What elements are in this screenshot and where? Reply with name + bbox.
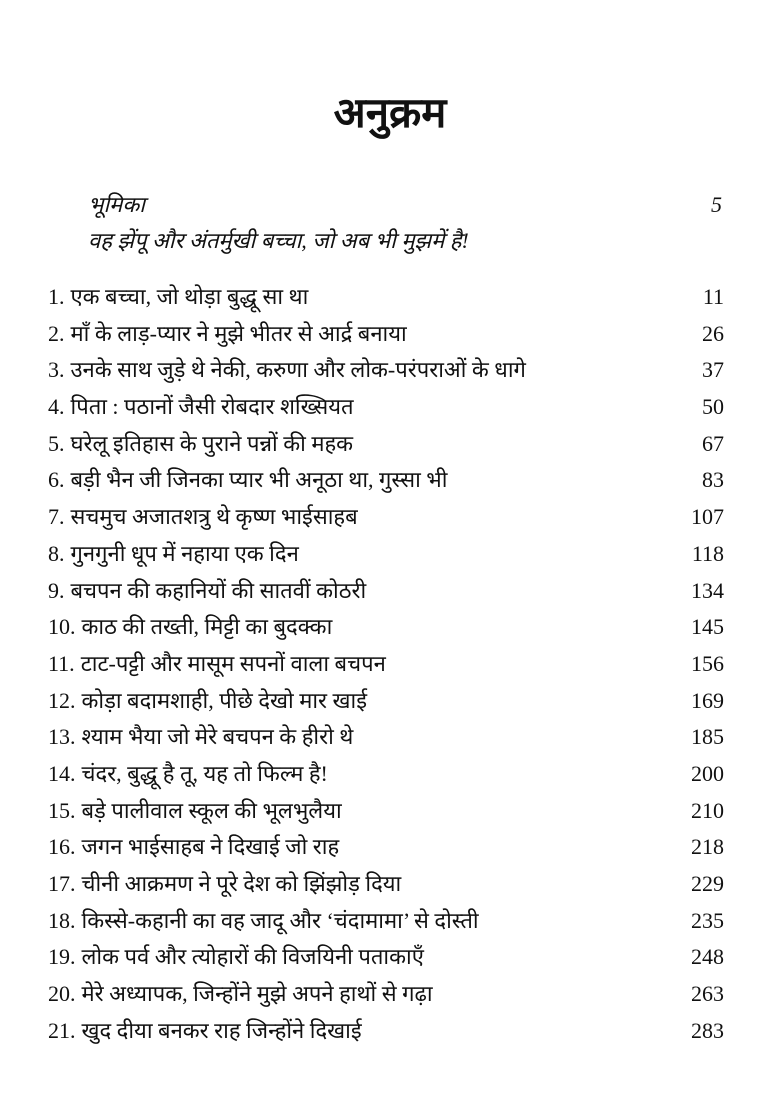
chapter-title: पिता : पठानों जैसी रोबदार शख्सियत (70, 394, 354, 420)
toc-entry-text (48, 941, 424, 973)
page-number: 118 (691, 540, 724, 566)
chapter-number: 4. (48, 394, 65, 420)
toc-entry-text (48, 721, 353, 753)
toc-entry[interactable] (48, 648, 724, 685)
chapter-title: काठ की तख्ती, मिट्टी का बुदक्का (81, 614, 333, 640)
chapter-number: 8. (48, 540, 65, 566)
toc-entry-text (48, 685, 367, 717)
page-number: 107 (691, 504, 724, 530)
page-number: 50 (702, 394, 724, 420)
toc-entry-text (48, 648, 386, 680)
chapter-number: 5. (48, 430, 65, 456)
toc-entry[interactable] (48, 354, 724, 391)
toc-entry[interactable] (48, 795, 724, 832)
toc-entry-text (48, 978, 433, 1010)
intro-page: 5 (711, 192, 722, 217)
page-number: 67 (702, 430, 724, 456)
toc-entry-text (48, 611, 332, 643)
chapter-title: सचमुच अजातशत्रु थे कृष्ण भाईसाहब (70, 504, 358, 530)
chapter-number: 13. (48, 724, 76, 750)
chapter-title: बड़े पालीवाल स्कूल की भूलभुलैया (81, 797, 342, 823)
toc-entry-text (48, 428, 353, 460)
page-title: अनुक्रम (333, 91, 447, 138)
page-number: 248 (691, 944, 724, 970)
chapter-title: जगन भाईसाहब ने दिखाई जो राह (81, 834, 340, 860)
toc-entry-text (48, 391, 354, 423)
toc-entry-text (48, 281, 308, 313)
toc-entry[interactable] (48, 978, 724, 1015)
toc-entry[interactable] (48, 575, 724, 612)
chapter-title: उनके साथ जुड़े थे नेकी, करुणा और लोक-परंपराओं के धागे (70, 357, 526, 383)
toc-entry-text (48, 538, 299, 570)
toc-entry-text (48, 318, 407, 350)
page-number: 283 (691, 1017, 724, 1043)
toc-entry[interactable] (48, 501, 724, 538)
intro-subtitle: वह झेंपू और अंतर्मुखी बच्चा, जो अब भी मुझमें है! (88, 228, 469, 253)
page-number: 26 (702, 320, 724, 346)
chapter-title: लोक पर्व और त्योहारों की विजयिनी पताकाएँ (81, 944, 424, 970)
toc-entry[interactable] (48, 758, 724, 795)
chapter-number: 18. (48, 907, 76, 933)
chapter-title: खुद दीया बनकर राह जिन्होंने दिखाई (81, 1017, 362, 1043)
chapter-title: बचपन की कहानियों की सातवीं कोठरी (70, 577, 367, 603)
page-number: 145 (691, 614, 724, 640)
toc-entry-text (48, 795, 342, 827)
chapter-title: श्याम भैया जो मेरे बचपन के हीरो थे (81, 724, 354, 750)
toc-entry[interactable] (48, 831, 724, 868)
chapter-title: घरेलू इतिहास के पुराने पन्नों की महक (70, 430, 354, 456)
chapter-number: 1. (48, 284, 65, 309)
chapter-title: चंदर, बुद्धू है तू, यह तो फिल्म है! (81, 760, 328, 786)
chapter-number: 21. (48, 1017, 76, 1043)
chapter-number: 9. (48, 577, 65, 603)
chapter-number: 10. (48, 614, 76, 640)
toc-entry-text (48, 501, 358, 533)
chapter-number: 6. (48, 467, 65, 493)
toc-entry-text (48, 575, 366, 607)
chapter-number: 17. (48, 871, 76, 896)
chapter-number: 12. (48, 687, 76, 713)
chapter-number: 3. (48, 357, 65, 383)
toc-entry-text (48, 464, 447, 496)
chapter-number: 11. (48, 650, 75, 676)
page-number: 200 (691, 760, 724, 786)
toc-entry[interactable] (48, 391, 724, 428)
toc-entry-text (48, 1015, 362, 1047)
toc-entry[interactable] (48, 1015, 724, 1052)
intro-label: भूमिका (88, 192, 145, 217)
page-number: 37 (702, 357, 724, 383)
chapter-title: गुनगुनी धूप में नहाया एक दिन (70, 540, 299, 566)
toc-entry[interactable] (48, 464, 724, 501)
toc-entry-text (48, 354, 526, 386)
chapter-title: मेरे अध्यापक, जिन्होंने मुझे अपने हाथों से गढ़ा (81, 981, 433, 1007)
page-number: 134 (691, 577, 724, 603)
toc-entry-text (48, 831, 339, 863)
page-number: 235 (691, 907, 724, 933)
page-number: 156 (691, 650, 724, 676)
chapter-title: टाट-पट्टी और मासूम सपनों वाला बचपन (80, 650, 386, 676)
chapter-title: एक बच्चा, जो थोड़ा बुद्धू सा था (70, 284, 309, 309)
page-number: 83 (702, 467, 724, 493)
chapter-number: 7. (48, 504, 65, 530)
table-of-contents (48, 281, 724, 1051)
chapter-number: 14. (48, 760, 76, 786)
chapter-title: कोड़ा बदामशाही, पीछे देखो मार खाई (81, 687, 368, 713)
page-number: 210 (691, 797, 724, 823)
chapter-title: माँ के लाड़-प्यार ने मुझे भीतर से आर्द्र बनाया (70, 320, 407, 346)
chapter-number: 16. (48, 834, 76, 860)
toc-entry[interactable] (48, 721, 724, 758)
toc-entry[interactable] (48, 905, 724, 942)
page-number: 169 (691, 687, 724, 713)
chapter-title: किस्से-कहानी का वह जादू और ‘चंदामामा’ से दोस्ती (81, 907, 479, 933)
toc-entry[interactable] (48, 428, 724, 465)
chapter-title: चीनी आक्रमण ने पूरे देश को झिंझोड़ दिया (81, 871, 402, 896)
page-number: 263 (691, 981, 724, 1007)
toc-entry-text (48, 868, 401, 900)
chapter-number: 15. (48, 797, 76, 823)
toc-entry[interactable] (48, 281, 724, 318)
chapter-number: 19. (48, 944, 76, 970)
toc-entry[interactable] (48, 941, 724, 978)
toc-entry[interactable] (48, 611, 724, 648)
toc-entry-text (48, 758, 328, 790)
toc-entry[interactable] (48, 318, 724, 355)
chapter-number: 20. (48, 981, 76, 1007)
toc-entry[interactable] (48, 685, 724, 722)
toc-entry[interactable] (48, 868, 724, 905)
toc-entry-text (48, 905, 479, 937)
toc-entry[interactable] (48, 538, 724, 575)
page-number: 229 (691, 871, 724, 896)
chapter-number: 2. (48, 320, 65, 346)
page-number: 218 (691, 834, 724, 860)
page-number: 185 (691, 724, 724, 750)
toc-intro-row[interactable] (88, 190, 722, 220)
chapter-title: बड़ी भैन जी जिनका प्यार भी अनूठा था, गुस्सा भी (70, 467, 448, 493)
page-number: 11 (702, 284, 724, 309)
